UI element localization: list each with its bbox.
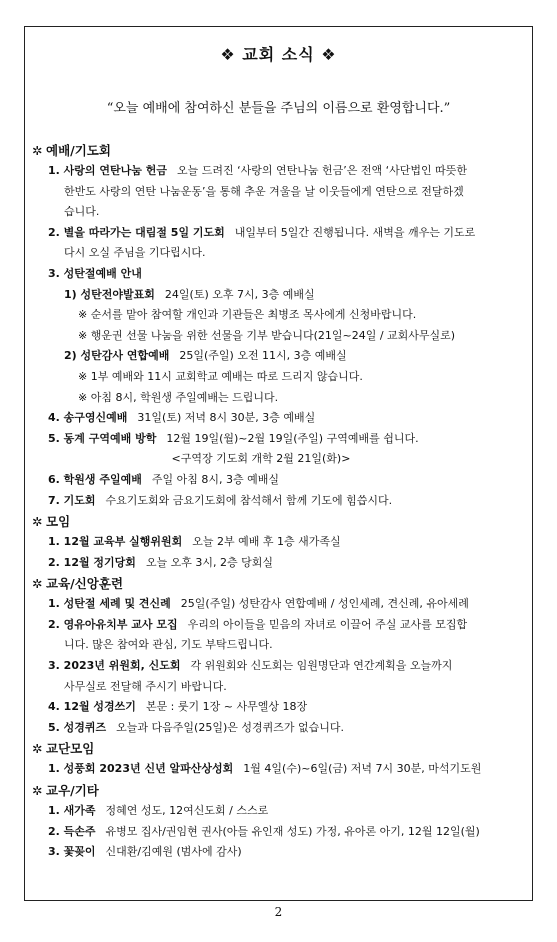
list-item: 2. 12월 정기당회 오늘 오후 3시, 2층 당회실: [48, 555, 274, 569]
list-item: 2. 별을 따라가는 대림절 5일 기도회 내일부터 5일간 진행됩니다. 새벽을 깨우는 기도로: [48, 225, 476, 239]
list-item: 1. 새가족 정혜연 성도, 12여신도회 / 스스로: [48, 804, 269, 818]
list-item-continuation: 다시 오실 주님을 기다립시다.: [64, 246, 206, 260]
list-item: 3. 꽃꽂이 신대환/김예원 (범사에 감사): [48, 845, 242, 859]
list-item-continuation: 한반도 사랑의 연탄 나눔운동’을 통해 추운 겨울을 날 이웃들에게 연탄으로 전달하겠: [64, 184, 464, 198]
welcome-message: “오늘 예배에 참여하신 분들을 주님의 이름으로 환영합니다.”: [106, 101, 451, 116]
list-item: 6. 학원생 주일예배 주일 아침 8시, 3층 예배실: [48, 472, 279, 486]
list-item: 4. 12월 성경쓰기 본문 : 룻기 1장 ~ 사무엘상 18장: [48, 700, 308, 714]
asterisk-icon: ✲: [32, 143, 43, 158]
list-item-continuation: 습니다.: [64, 205, 100, 219]
list-item-continuation: 사무실로 전달해 주시기 바랍니다.: [64, 679, 227, 693]
note-line: ※ 순서를 맡아 참여할 개인과 기관들은 최병조 목사에게 신청바랍니다.: [78, 308, 417, 322]
list-item: 3. 성탄절예배 안내: [48, 266, 142, 280]
list-item-continuation: 니다. 많은 참여와 관심, 기도 부탁드립니다.: [64, 638, 273, 652]
section-heading-denomination: ✲ 교단모임: [32, 738, 530, 759]
asterisk-icon: ✲: [32, 576, 43, 592]
list-item: 3. 2023년 위원회, 신도회 각 위원회와 신도회는 임원명단과 연간계획을 오늘까지: [48, 659, 453, 673]
sub-list-item: 1) 성탄전야발표회 24일(토) 오후 7시, 3층 예배실: [64, 287, 315, 301]
list-item: 5. 동계 구역예배 방학 12월 19일(월)~2월 19일(주일) 구역예배를 쉽니다.: [48, 431, 419, 445]
list-item: 2. 영유아유치부 교사 모집 우리의 아이들을 믿음의 자녀로 이끌어 주실 교사를 모집합: [48, 617, 468, 631]
section-heading-worship: ✲ 예배/기도회: [32, 140, 530, 161]
list-item: 7. 기도회 수요기도회와 금요기도회에 참석해서 함께 기도에 힘씁시다.: [48, 493, 393, 507]
list-item: 4. 송구영신예배 31일(토) 저녁 8시 30분, 3층 예배실: [48, 411, 316, 425]
centered-note: <구역장 기도회 개학 2월 21일(화)>: [171, 452, 351, 466]
news-content: [32, 140, 530, 863]
list-item: 1. 성풍회 2023년 신년 알파산상성회 1월 4일(수)~6일(금) 저녁 7시 30분, 마석기도원: [48, 762, 482, 776]
page-number: 2: [274, 905, 283, 919]
note-line: ※ 1부 예배와 11시 교회학교 예배는 따로 드리지 않습니다.: [78, 369, 363, 383]
sub-list-item: 2) 성탄감사 연합예배 25일(주일) 오전 11시, 3층 예배실: [64, 349, 347, 363]
list-item: 2. 득손주 유병모 집사/권임현 권사(아들 유인재 성도) 가정, 유아론 아기, 12월 12일(월): [48, 824, 480, 838]
section-heading-education: ✲ 교육/신앙훈련: [32, 573, 530, 594]
asterisk-icon: ✲: [32, 741, 43, 757]
section-heading-members: ✲ 교우/기타: [32, 780, 530, 801]
list-item: 1. 성탄절 세례 및 견신례 25일(주일) 성탄감사 연합예배 / 성인세례, 견신례, 유아세례: [48, 597, 469, 611]
section-heading-meetings: ✲ 모임: [32, 511, 530, 532]
asterisk-icon: ✲: [32, 783, 43, 799]
note-line: ※ 행운권 선물 나눔을 위한 선물을 기부 받습니다(21일~24일 / 교회사무실로): [78, 328, 456, 342]
list-item: 5. 성경퀴즈 오늘과 다음주일(25일)은 성경퀴즈가 없습니다.: [48, 720, 345, 734]
list-item: 1. 12월 교육부 실행위원회 오늘 2부 예배 후 1층 새가족실: [48, 535, 341, 549]
asterisk-icon: ✲: [32, 514, 43, 530]
page-title: ❖ 교회 소식 ❖: [220, 45, 337, 64]
note-line: ※ 아침 8시, 학원생 주일예배는 드립니다.: [78, 390, 279, 404]
list-item: 1. 사랑의 연탄나눔 헌금 오늘 드려진 ‘사랑의 연탄나눔 헌금’은 전액 ‘사단법인 따뜻한: [48, 164, 467, 177]
